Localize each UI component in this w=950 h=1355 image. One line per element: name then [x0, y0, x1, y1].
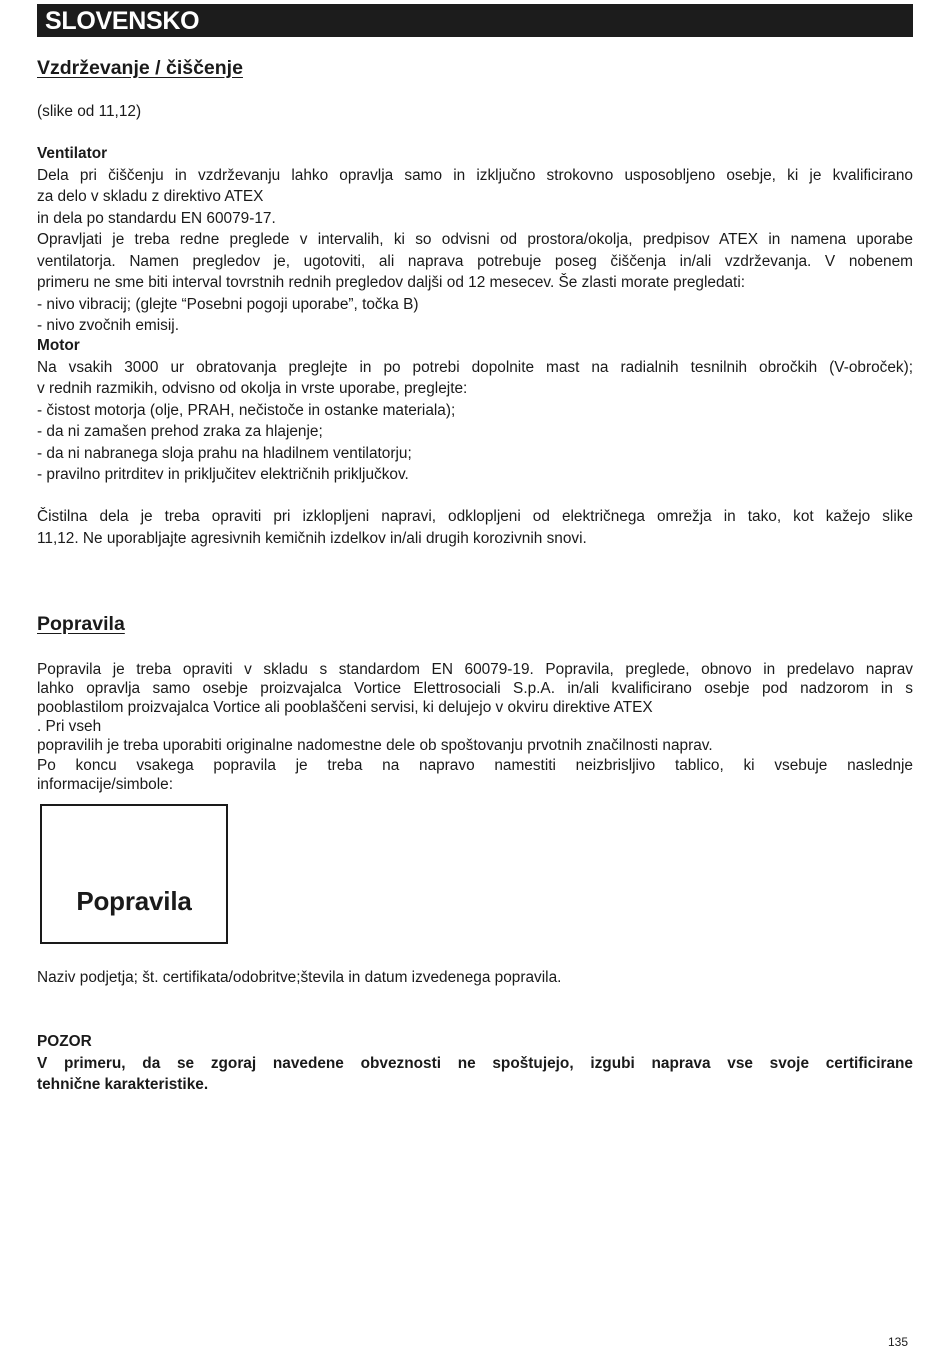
- maintenance-title: Vzdrževanje / čiščenje: [37, 57, 243, 79]
- repairs-paragraph: Popravila je treba opraviti v skladu s standardom EN 60079-19. Popravila, preglede, obnovo in predelavo naprav lahko opravlja samo osebje proizvajalca Vortice Elettrosociali S.p.A. in/ali kvalificirano osebje pod nadzorom in s pooblastilom proizvajalca Vortice ali pooblaščeni servisi, ki delujejo v okviru direktive ATEX . Pri vseh popravilih je treba uporabiti originalne nadomestne dele ob spoštovanju prvotnih značilnosti naprav.: [37, 661, 913, 754]
- warning-label: POZOR: [37, 1033, 92, 1050]
- fan-label: Ventilator: [37, 145, 108, 162]
- repair-plate-label: Popravila: [76, 886, 192, 916]
- language-header: SLOVENSKO: [37, 4, 913, 37]
- motor-section: Motor Na vsakih 3000 ur obratovanja preglejte in po potrebi dopolnite mast na radialnih tesnilnih obročkih (V-obroček); v rednih razmikih, odvisno od okolja in vrste uporabe, preglejte: - čistost motorja (olje, PRAH, nečistoče in ostanke materiala); - da ni zamašen prehod zraka za hlajenje; - da ni nabranega sloja prahu na hladilnem ventilatorju; - pravilno pritrditev in priključitev električnih priključkov.: [37, 337, 913, 483]
- fan-section: Ventilator Dela pri čiščenju in vzdrževanju lahko opravlja samo in izključno strokovno usposobljeno osebje, ki je kvalificirano za delo v skladu z direktivo ATEX in dela po standardu EN 60079-17. Opravljati je treba redne preglede v intervalih, ki so odvisni od prostora/okolja, predpisov ATEX in namena uporabe ventilatorja. Namen pregledov je, ugotoviti, ali naprava potrebuje poseg čiščenja in/ali vzdrževanja. V nobenem primeru ne sme biti interval tovrstnih rednih pregledov daljši od 12 mesecev. Še zlasti morate pregledati: - nivo vibracij; (glejte “Posebni pogoji uporabe”, točka B) - nivo zvočnih emisij.: [37, 145, 913, 334]
- repairs-title: Popravila: [37, 613, 125, 635]
- repairs-plate-paragraph: Po koncu vsakega popravila je treba na napravo namestiti neizbrisljivo tablico, ki vsebuje naslednje informacije/simbole:: [37, 757, 913, 793]
- figures-reference: (slike od 11,12): [37, 103, 142, 120]
- plate-caption: Naziv podjetja; št. certifikata/odobritve;števila in datum izvedenega popravila.: [37, 969, 562, 986]
- repair-plate-box: [40, 804, 228, 944]
- cleaning-paragraph: Čistilna dela je treba opraviti pri izklopljeni napravi, odklopljeni od električnega omrežja in tako, kot kažejo slike 11,12. Ne uporabljajte agresivnih kemičnih izdelkov in/ali drugih korozivnih snovi.: [37, 508, 913, 547]
- warning-block: POZOR V primeru, da se zgoraj navedene obveznosti ne spoštujejo, izgubi naprava vse svoje certificirane tehnične karakteristike.: [37, 1033, 913, 1093]
- motor-label: Motor: [37, 337, 80, 354]
- page-number: 135: [888, 1335, 909, 1349]
